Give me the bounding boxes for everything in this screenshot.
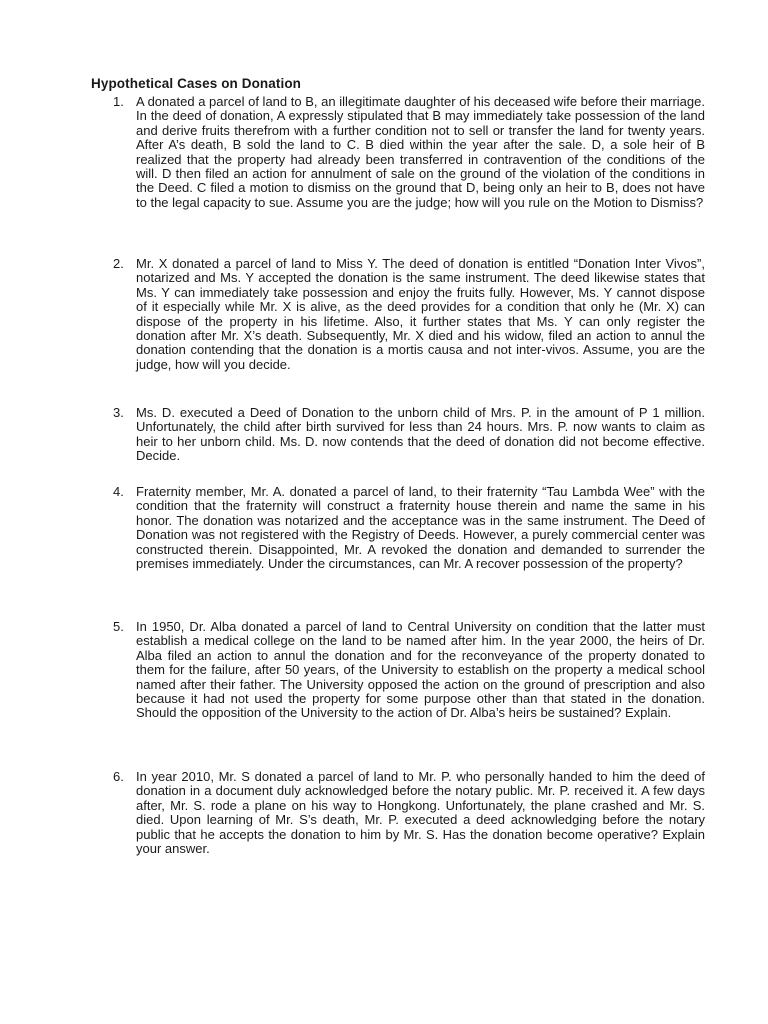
case-number: 1.: [113, 94, 124, 109]
case-text: In year 2010, Mr. S donated a parcel of land to Mr. P. who personally handed to him the deed of donation in a document duly acknowledged before the notary public. Mr. P. received it. A few days after, Mr. S. rode a plane on his way to Hongkong. Unfortunately, the plane crashed and Mr. S. died. Upon learning of Mr. S’s death, Mr. P. executed a deed acknowledging before the notary public that he accepts the donation to him by Mr. S. Has the donation become operative? Explain your answer.: [136, 769, 705, 857]
case-number: 3.: [113, 405, 124, 420]
case-number: 4.: [113, 484, 124, 499]
case-text: A donated a parcel of land to B, an illegitimate daughter of his deceased wife before their marriage. In the deed of donation, A expressly stipulated that B may immediately take possession of the land and derive fruits therefrom with a further condition not to sell or transfer the land for twenty years. After A’s death, B sold the land to C. B died within the year after the sale. D, a sole heir of B realized that the property had already been transferred in contravention of the conditions of the will. D then filed an action for annulment of sale on the ground of the violation of the conditions in the Deed. C filed a motion to dismiss on the ground that D, being only an heir to B, does not have to the legal capacity to sue. Assume you are the judge; how will you rule on the Motion to Dismiss?: [136, 94, 705, 210]
case-number: 6.: [113, 769, 124, 784]
case-number: 2.: [113, 256, 124, 271]
document-title: Hypothetical Cases on Donation: [91, 76, 302, 91]
case-text: Fraternity member, Mr. A. donated a parcel of land, to their fraternity “Tau Lambda Wee” with the condition that the fraternity will construct a fraternity house therein and name the same in his honor. The donation was notarized and the acceptance was in the same instrument. The Deed of Donation was not registered with the Registry of Deeds. However, a purely commercial center was constructed therein. Disappointed, Mr. A revoked the donation and demanded to surrender the premises immediately. Under the circumstances, can Mr. A recover possession of the property?: [136, 484, 705, 572]
case-number: 5.: [113, 619, 124, 634]
case-text: Mr. X donated a parcel of land to Miss Y. The deed of donation is entitled “Donation Inter Vivos”, notarized and Ms. Y accepted the donation is the same instrument. The deed likewise states that Ms. Y can immediately take possession and enjoy the fruits fully. However, Ms. Y cannot dispose of it especially while Mr. X is alive, as the deed provides for a condition that only he (Mr. X) can dispose of the property in his lifetime. Also, it further states that Ms. Y can only register the donation after Mr. X’s death. Subsequently, Mr. X died and his widow, filed an action to annul the donation contending that the donation is a mortis causa and not inter-vivos. Assume, you are the judge, how will you decide.: [136, 256, 705, 372]
case-text: Ms. D. executed a Deed of Donation to the unborn child of Mrs. P. in the amount of P 1 million. Unfortunately, the child after birth survived for less than 24 hours. Mrs. P. now wants to claim as heir to her unborn child. Ms. D. now contends that the deed of donation did not become effective. Decide.: [136, 405, 705, 464]
case-text: In 1950, Dr. Alba donated a parcel of land to Central University on condition that the latter must establish a medical college on the land to be named after him. In the year 2000, the heirs of Dr. Alba filed an action to annul the donation and for the reconveyance of the property donated to them for the failure, after 50 years, of the University to establish on the property a medical school named after their father. The University opposed the action on the ground of prescription and also because it had not used the property for some purpose other than that stated in the donation. Should the opposition of the University to the action of Dr. Alba’s heirs be sustained? Explain.: [136, 619, 705, 721]
